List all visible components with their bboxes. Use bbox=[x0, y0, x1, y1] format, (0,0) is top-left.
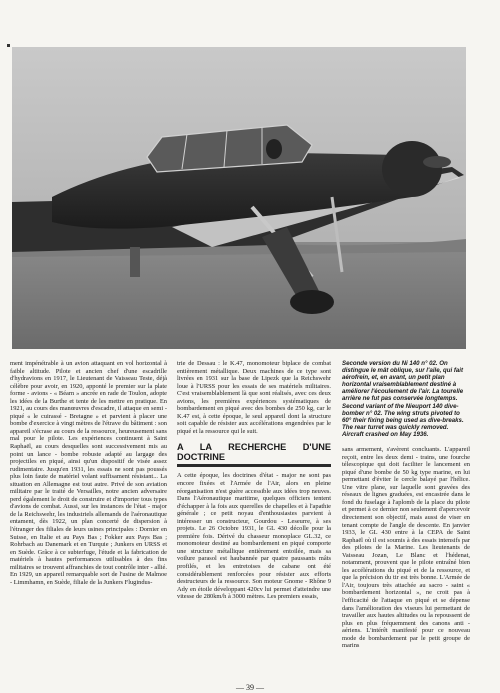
aircraft-photo-drawing bbox=[12, 47, 466, 349]
wheel bbox=[290, 290, 334, 314]
engine-cowling bbox=[382, 141, 442, 197]
page-number: — 39 — bbox=[236, 683, 264, 692]
scan-mark bbox=[7, 44, 10, 47]
body-text: A cette époque, les doctrines d'état - major ne sont pas encore fixées et l'Armée de l'Air, alors en pleine réorganisation n'est guère accessible aux idées trop neuves. Dans l'Aéronautique maritime, quelques officiers tentent d'échapper à la fois aux querelles de chapelles et à l'apathie générale ; ce petit noyau d'enthousiastes parvient à intéresser un constructeur, Gourdou - Leseurre, à ses projets. Le 26 Octobre 1931, le GL 430 décolle pour la première fois. Dérivé du chasseur monoplace GL.32, ce monomoteur destiné au bombardement en piqué comporte une structure métallique entièrement entoilée, mais sa voilure parasol est haubannée par quatre paussants mâts profilés, et les entretoises de cabane ont été considérablement renforcées pour résister aux efforts destructeurs de la ressource. Son moteur Gnome - Rhône 9 Ady en étoile développant 420cv lui permet d'atteindre une vitesse de 280km/h à 3000 mètres. Les premiers essais, bbox=[177, 472, 331, 601]
text-column-2 bbox=[177, 360, 331, 601]
aircraft-photo bbox=[12, 47, 466, 349]
photo-caption: Seconde version du Ni 140 n° 02. On distingue le mât oblique, sur l'aile, qui fait aérofrein, et, en avant, un petit plan horizontal vraisemblablement destiné à améliorer l'écoulement de l'air. La tourelle arrière ne fut pas conservée longtemps. Second variant of the Nieuport 140 dive-bomber n° 02. The wing struts pivoted to 60° their fixing being used as dive-breaks. The rear turret was quickly removed. Aircraft crashed on May 1936. bbox=[342, 360, 464, 438]
text-column-3 bbox=[342, 360, 470, 650]
ground bbox=[12, 242, 466, 349]
propeller-hub bbox=[423, 156, 451, 168]
ground-crew bbox=[130, 247, 140, 277]
body-text: sans armement, s'avèrent concluants. L'appareil reçoit, entre les deux demi - trains, une fourche télescopique qui doit faciliter le lancement en piqué d'une bombe de 50 kg type marine, en lui permettant d'éviter le cercle balayé par l'hélice. Une vitre plane, sur laquelle sont gravées des réseaux de lignes graduées, est encastrée dans le fond du fuselage à l'aplomb de la place du pilote et permet à ce dernier non seulement d'apercevoir directement son objectif, mais aussi de viser en tenant compte de l'angle de descente. En janvier 1933, le GL 430 entre à la CEPA de Saint Raphaël où il est soumis à des essais intensifs par des pilotes de la Marine. Les lieutenants de Vaisseau Jozan, Le Blanc et l'hédenat, notamment, prouvent que le pilote entraîné bien les accélérations du piqué et de la ressource, et que la précision du tir est très bonne. L'Armée de l'Air, toujours très attachée au sacro - saint « bombardement horizontal », ne croit pas à l'efficacité de l'attaque en piqué et se dépense dans l'amélioration des viseurs lui permettant de travailler aux hautes altitudes ou la repoussent de plus en plus fréquemment des canons anti - aériens. L'intérêt manifesté pour ce nouveau mode de bombardement par le petit groupe de marins bbox=[342, 446, 470, 650]
body-text: ment impénétrable à un avion attaquant en vol horizontal à faible altitude. Pilote et ancien chef d'une escadrille d'hydravions en 1917, le Lieutenant de Vaisseau Teste, déjà célèbre pour avoir, en 1920, apponté le premier sur la plate forme - avions - « Béarn » ancrée en rade de Toulon, adopte les idées de la Burthe et tente de les mettre en pratique. En 1921, au cours des manœuvres d'escadre, il attaque en semi - piqué « le cuirassé - Bretagne » et parvient à placer une bombe d'exercice à vingt mètres de l'étrave du bâtiment : son appareil s'écrase au cours de la ressource, heureusement sans mal pour le pilote. Les expériences continuent à Saint Raphaël, au cours desquelles sont successivement mis au point un lance - bombe robuste adapté au largage des projectiles en piqué, ainsi qu'un dispositif de visée assez rudimentaire. Jusqu'en 1931, les essais ne sont pas poussés plus loin faute de matériel volant suffisament résistant... La situation en Allemagne est tout autre. Privé de son aviation militaire par le traité de Versailles, notre ancien adversaire perd également le droit de construire et d'importer tous types d'avions de combat. Aussi, sur les instances de l'état - major de la Reichswehr, les industriels allemands de l'aéronautique entament, dès 1922, un plan concerté de dispersion à l'étranger des filiales de leurs usines principales : Dornier en Suisse, en Italie et au Pays Bas ; Fokker aux Pays Bas ; Rohrbach au Danemark et en Turquie ; Junkers en URSS et en Suède. Grâce à ce subterfuge, l'étude et la fabrication de matériels à hautes performances utilisables à des fins militaires se trouvent affranchies de tout contrôle inter - allié. En 1929, un appareil remarquable sort de l'usine de Malmoe - Limmhamn, en Suède, filiale de la Junkers Flugindus- bbox=[10, 360, 167, 586]
section-heading: A LA RECHERCHE D'UNE DOCTRINE bbox=[177, 442, 331, 467]
text-column-1 bbox=[10, 360, 167, 586]
pilot-head bbox=[266, 139, 282, 159]
body-text: trie de Dessau : le K.47, monomoteur biplace de combat entièrement métallique. Deux machines de ce type sont livrées en 1931 sur la base de Lipezk que la Reichswehr loue à l'URSS pour les essais de ses matériels militaires. C'est vraisemblablement là que sont réalisés, avec ces deux avions, les premières expériences systématiques de bombardement en piqué avec des bombes de 250 kg, car le K.47 est, à cette époque, le seul appareil dont la structure soit capable de résister aux accélérations engendrées par le piqué et la ressource qui le suit. bbox=[177, 360, 331, 435]
